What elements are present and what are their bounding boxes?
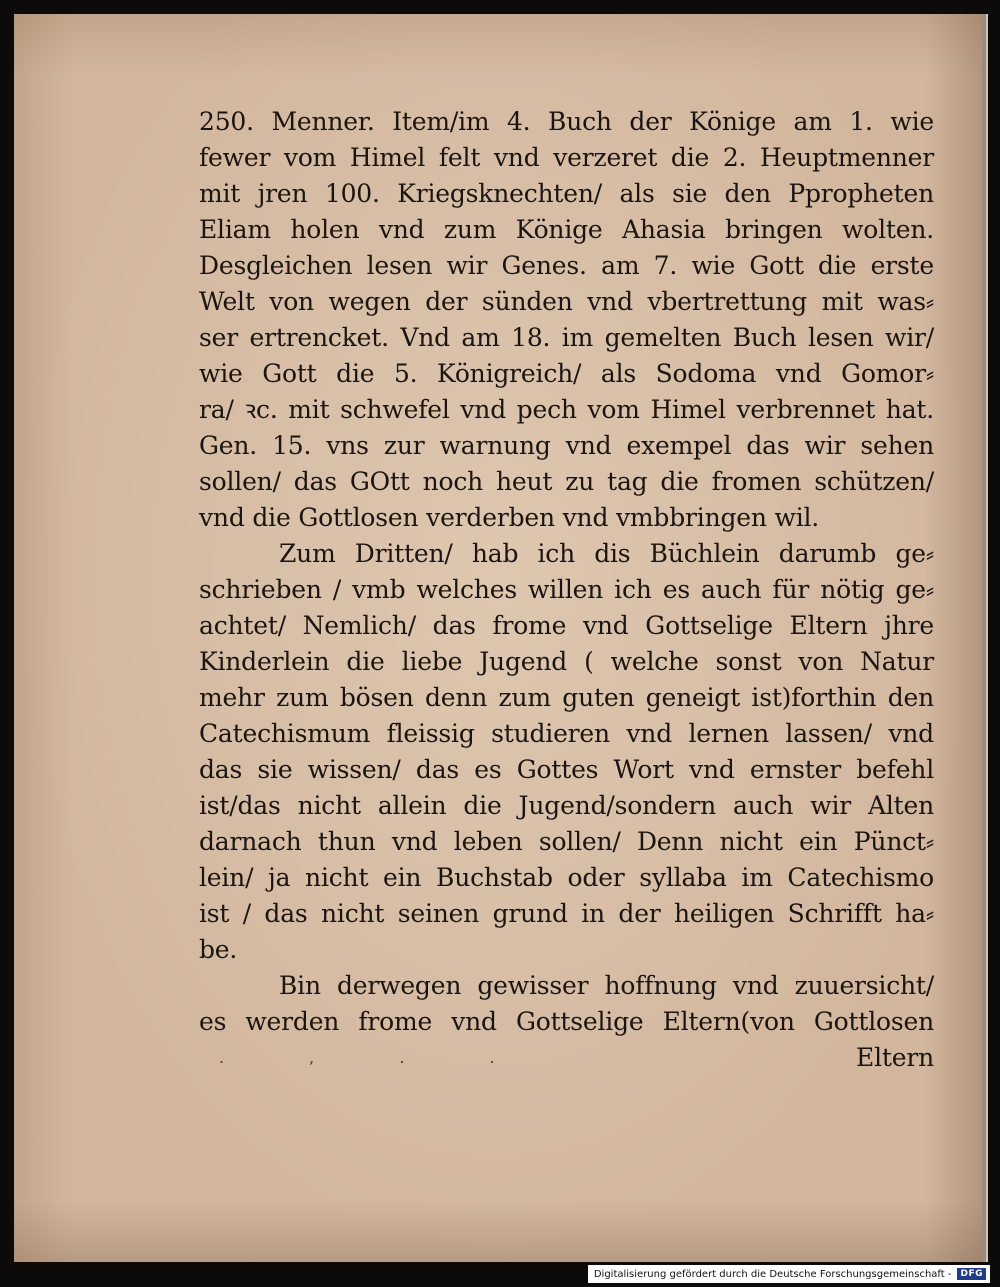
text-line: ser ertrencket. Vnd am 18. im gemelten Buch lesen wir/ <box>199 323 934 352</box>
text-line: es werden frome vnd Gottselige Eltern(von Gottlosen <box>199 1007 934 1036</box>
page-text-block <box>199 104 934 1076</box>
text-line: ist / das nicht seinen grund in der heiligen Schrifft ha⸗ <box>199 899 934 928</box>
text-line: vnd die Gottlosen verderben vnd vmbbringen wil. <box>199 503 820 532</box>
text-line: be. <box>199 935 238 964</box>
text-line: Catechismum fleissig studieren vnd lernen lassen/ vnd <box>199 719 934 748</box>
text-line: 250. Menner. Item/im 4. Buch der Könige am 1. wie <box>199 107 934 136</box>
text-line: ist/das nicht allein die Jugend/sondern auch wir Alten <box>199 791 934 820</box>
text-line: darnach thun vnd leben sollen/ Denn nicht ein Pünct⸗ <box>199 827 934 856</box>
text-line: achtet/ Nemlich/ das frome vnd Gottselige Eltern jhre <box>199 611 934 640</box>
dfg-logo: DFG <box>957 1268 986 1280</box>
paragraph-start-line: Bin derwegen gewisser hoffnung vnd zuuersicht/ <box>279 971 934 1000</box>
paragraph-start-line: Zum Dritten/ hab ich dis Büchlein darumb ge⸗ <box>279 539 934 568</box>
text-line: Eliam holen vnd zum Könige Ahasia bringen wolten. <box>199 215 934 244</box>
text-line: Gen. 15. vns zur warnung vnd exempel das wir sehen <box>199 431 934 460</box>
catchword: Eltern <box>856 1043 934 1072</box>
text-line: schrieben / vmb welches willen ich es auch für nötig ge⸗ <box>199 575 934 604</box>
text-line: mit jren 100. Kriegsknechten/ als sie den Ppropheten <box>199 179 934 208</box>
text-line: Kinderlein die liebe Jugend ( welche sonst von Natur <box>199 647 934 676</box>
book-page <box>14 14 986 1262</box>
text-line: Welt von wegen der sünden vnd vbertrettung mit was⸗ <box>199 287 934 316</box>
footer-text: Digitalisierung gefördert durch die Deutsche Forschungsgemeinschaft - <box>593 1268 952 1280</box>
text-line: sollen/ das GOtt noch heut zu tag die fromen schützen/ <box>199 467 934 496</box>
text-line: Desgleichen lesen wir Genes. am 7. wie Gott die erste <box>199 251 934 280</box>
stray-ink-marks: . , . . <box>219 1048 535 1067</box>
text-line: fewer vom Himel felt vnd verzeret die 2. Heuptmenner <box>199 143 934 172</box>
text-line: lein/ ja nicht ein Buchstab oder syllaba im Catechismo <box>199 863 934 892</box>
text-line: wie Gott die 5. Königreich/ als Sodoma vnd Gomor⸗ <box>199 359 934 388</box>
text-line: ra/ ꝛc. mit schwefel vnd pech vom Himel verbrennet hat. <box>199 395 934 424</box>
text-line: mehr zum bösen denn zum guten geneigt ist)forthin den <box>199 683 934 712</box>
funding-footer <box>588 1265 990 1283</box>
text-line: das sie wissen/ das es Gottes Wort vnd ernster befehl <box>199 755 934 784</box>
